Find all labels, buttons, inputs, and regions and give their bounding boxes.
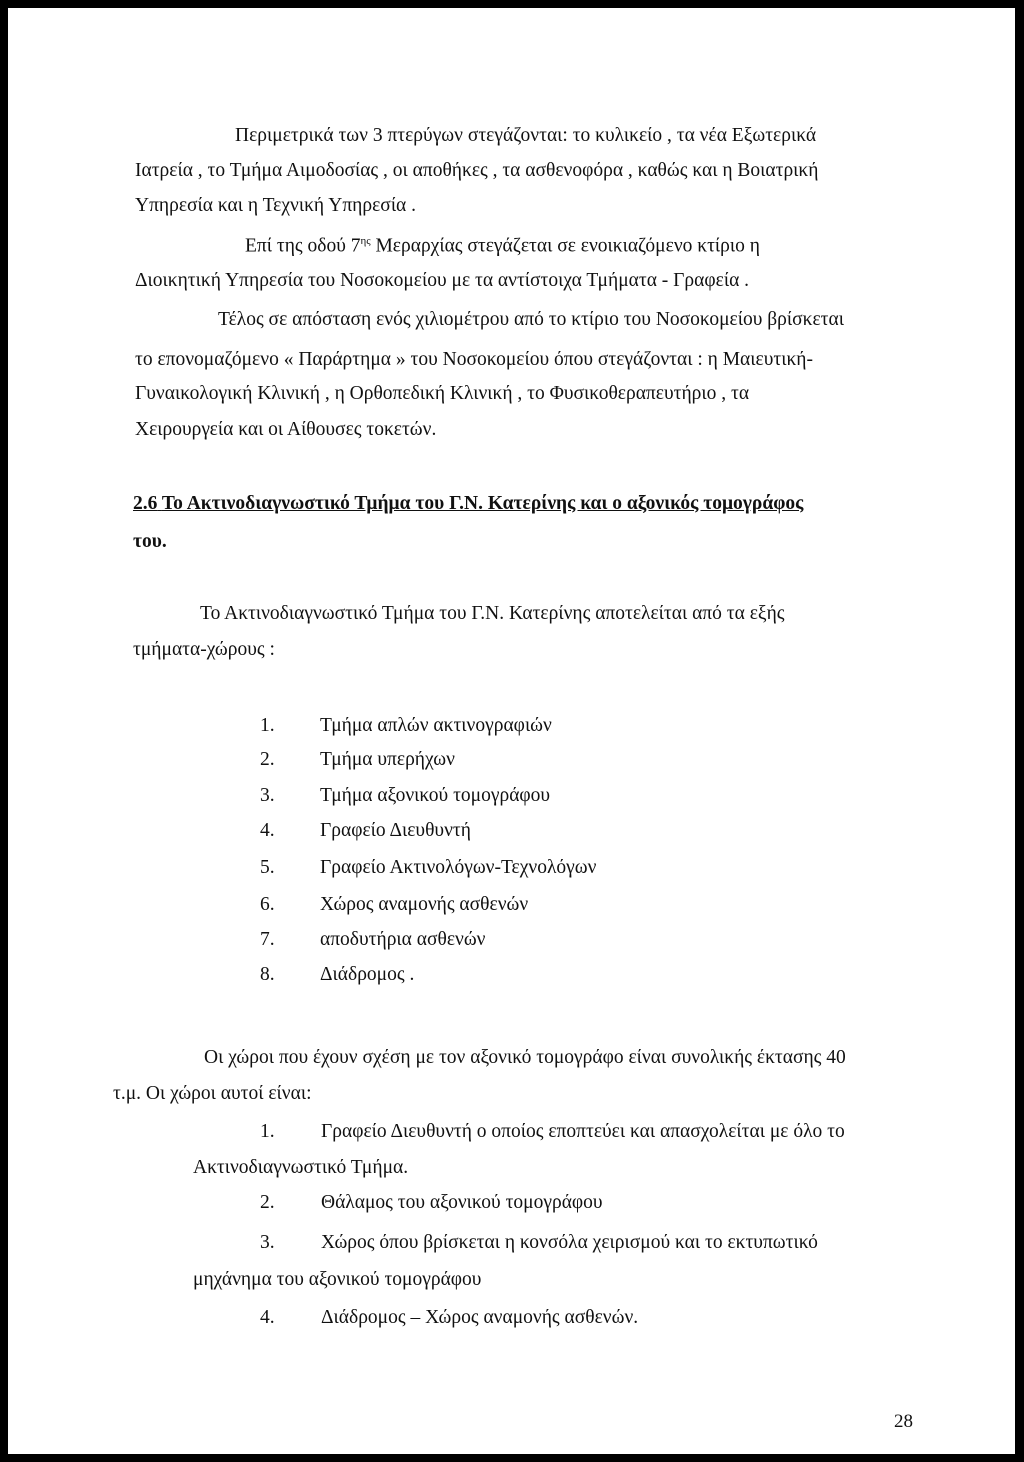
- list-item-number: 6.: [260, 894, 275, 915]
- list-item-number: 1.: [260, 1121, 275, 1142]
- paragraph-annex-line-4: Χειρουργεία και οι Αίθουσες τοκετών.: [135, 419, 437, 440]
- list-item-text: Τμήμα απλών ακτινογραφιών: [320, 715, 552, 736]
- paragraph-annex-line-2: το επονομαζόμενο « Παράρτημα » του Νοσοκομείου όπου στεγάζονται : η Μαιευτική-: [135, 349, 813, 370]
- admin-text-before: Επί της οδού 7: [245, 235, 361, 257]
- paragraph-admin-line-1: [245, 236, 760, 256]
- list-item-number: 3.: [260, 785, 275, 806]
- list-item-text: Γραφείο Διευθυντή: [320, 820, 471, 841]
- list-item-text: Διάδρομος .: [320, 964, 415, 985]
- list-item-number: 2.: [260, 1192, 275, 1213]
- list-item-text: Τμήμα υπερήχων: [320, 749, 455, 770]
- intro-line-1: Το Ακτινοδιαγνωστικό Τμήμα του Γ.Ν. Κατερίνης αποτελείται από τα εξής: [200, 603, 785, 624]
- section-heading: [133, 494, 803, 514]
- paragraph-wings-line-3: Υπηρεσία και η Τεχνική Υπηρεσία .: [135, 195, 417, 216]
- list-item-number: 3.: [260, 1232, 275, 1253]
- list-item-text: Χώρος όπου βρίσκεται η κονσόλα χειρισμού και το εκτυπωτικό: [321, 1232, 818, 1253]
- list-item-text: αποδυτήρια ασθενών: [320, 929, 486, 950]
- list-item-continuation: μηχάνημα του αξονικού τομογράφου: [193, 1269, 482, 1290]
- list-item-text: Γραφείο Ακτινολόγων-Τεχνολόγων: [320, 857, 597, 878]
- ct-paragraph-line-2: τ.μ. Οι χώροι αυτοί είναι:: [113, 1083, 312, 1104]
- list-item-text: Διάδρομος – Χώρος αναμονής ασθενών.: [321, 1307, 639, 1328]
- ct-paragraph-line-1: Οι χώροι που έχουν σχέση με τον αξονικό τομογράφο είναι συνολικής έκτασης 40: [204, 1047, 846, 1068]
- paragraph-annex-line-3: Γυναικολογική Κλινική , η Ορθοπεδική Κλινική , το Φυσικοθεραπευτήριο , τα: [135, 383, 750, 404]
- list-item-number: 7.: [260, 929, 275, 950]
- section-number: 2.6: [133, 493, 158, 514]
- list-item-text: Χώρος αναμονής ασθενών: [320, 894, 529, 915]
- document-page: [8, 8, 1015, 1454]
- list-item-number: 5.: [260, 857, 275, 878]
- list-item-text: Θάλαμος του αξονικού τομογράφου: [321, 1192, 603, 1213]
- page-number: 28: [894, 1411, 913, 1432]
- admin-text-after: Μεραρχίας στεγάζεται σε ενοικιαζόμενο κτίριο η: [370, 235, 760, 257]
- paragraph-annex-line-1: Τέλος σε απόσταση ενός χιλιομέτρου από το κτίριο του Νοσοκομείου βρίσκεται: [218, 309, 844, 330]
- paragraph-wings-line-2: Ιατρεία , το Τμήμα Αιμοδοσίας , οι αποθήκες , τα ασθενοφόρα , καθώς και η Βοιατρική: [135, 160, 819, 181]
- list-item-continuation: Ακτινοδιαγνωστικό Τμήμα.: [193, 1157, 409, 1178]
- section-heading-continuation: του.: [133, 531, 167, 552]
- admin-superscript: ης: [360, 235, 371, 247]
- paragraph-wings-line-1: Περιμετρικά των 3 πτερύγων στεγάζονται: το κυλικείο , τα νέα Εξωτερικά: [235, 125, 817, 146]
- list-item-text: Γραφείο Διευθυντή ο οποίος εποπτεύει και απασχολείται με όλο το: [321, 1121, 845, 1142]
- intro-line-2: τμήματα-χώρους :: [133, 639, 275, 660]
- list-item-number: 1.: [260, 715, 275, 736]
- list-item-number: 2.: [260, 749, 275, 770]
- list-item-number: 4.: [260, 1307, 275, 1328]
- section-title: Το Ακτινοδιαγνωστικό Τμήμα του Γ.Ν. Κατερίνης και ο αξονικός τομογράφος: [161, 493, 804, 514]
- paragraph-admin-line-2: Διοικητική Υπηρεσία του Νοσοκομείου με τα αντίστοιχα Τμήματα - Γραφεία .: [135, 270, 750, 291]
- list-item-text: Τμήμα αξονικού τομογράφου: [320, 785, 551, 806]
- list-item-number: 8.: [260, 964, 275, 985]
- list-item-number: 4.: [260, 820, 275, 841]
